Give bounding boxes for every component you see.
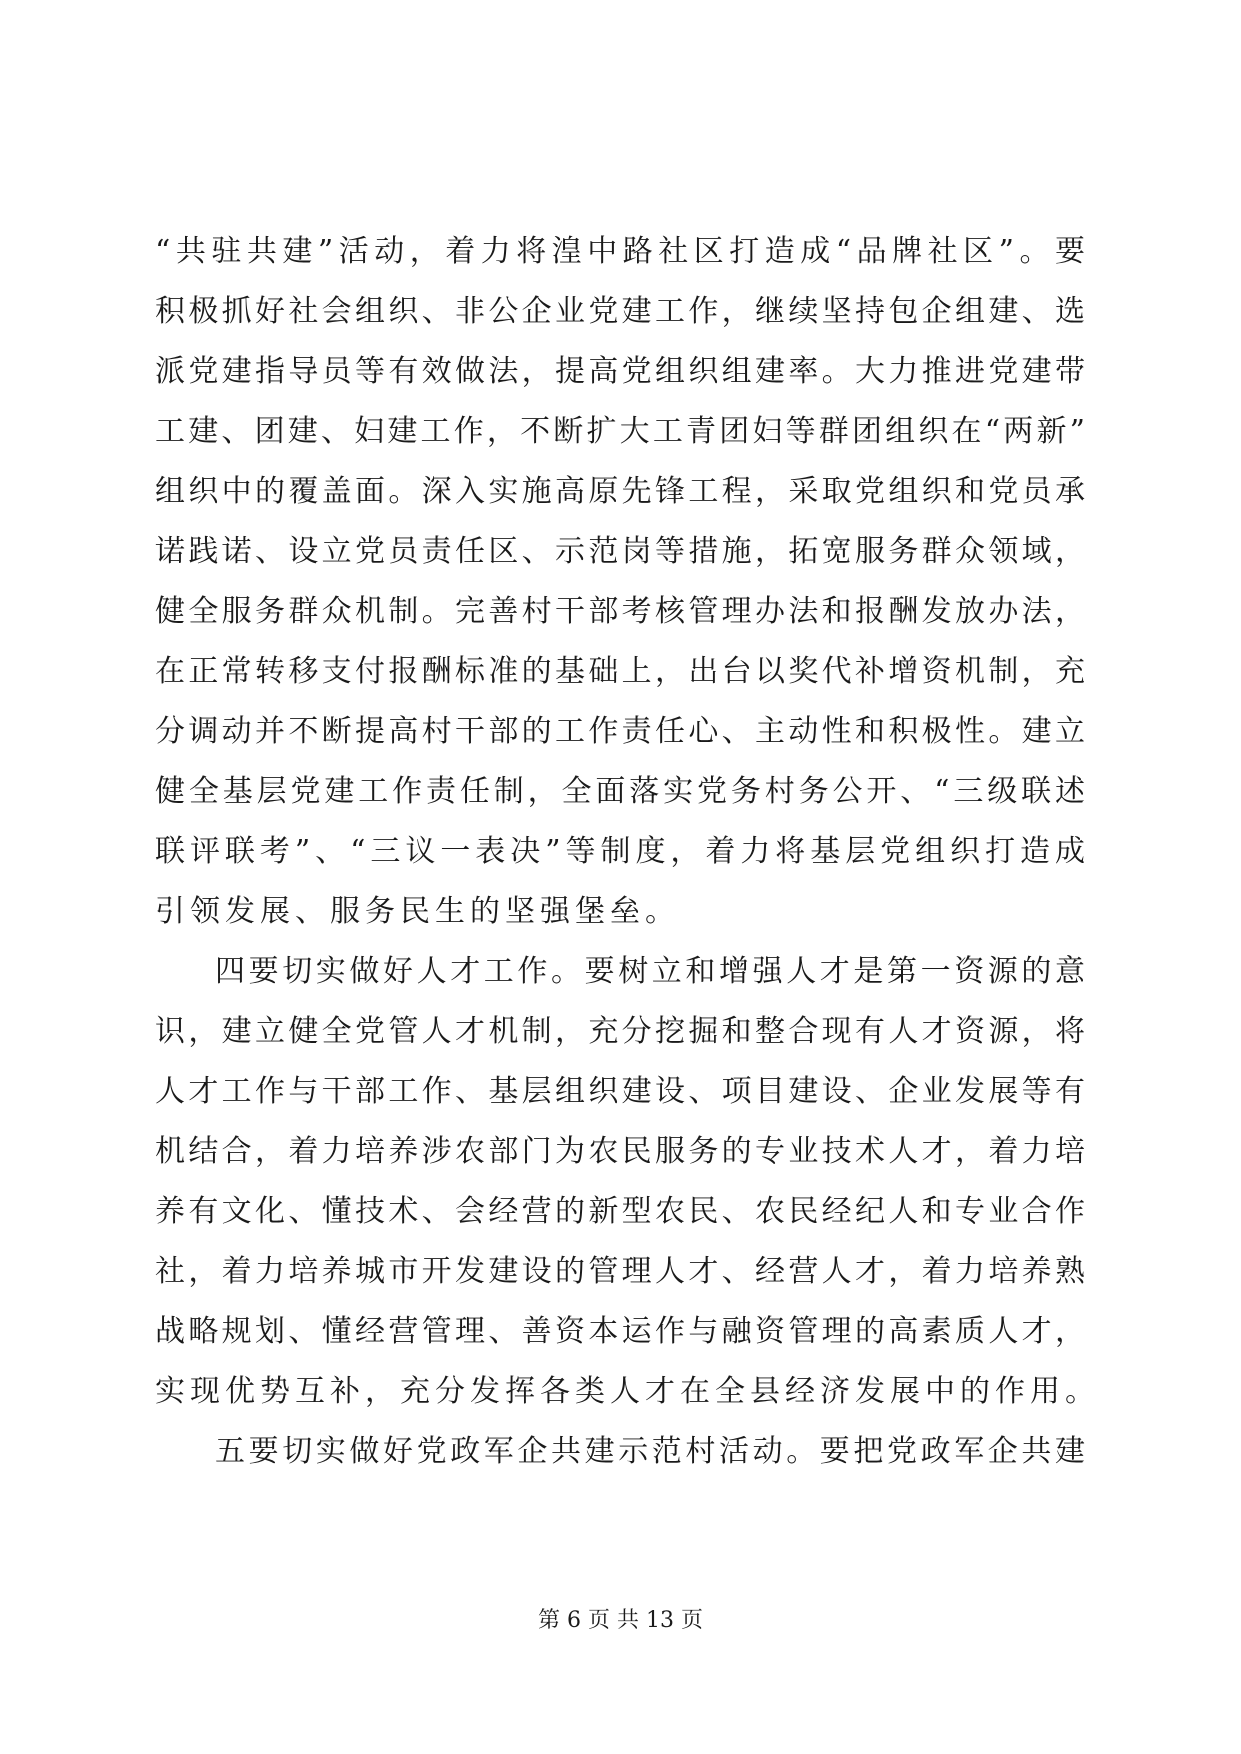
text-line: 工建、团建、妇建工作，不断扩大工青团妇等群团组织在“两新”: [155, 414, 1085, 449]
page-number-footer: 第 6 页 共 13 页: [538, 1608, 703, 1633]
text-line: 五要切实做好党政军企共建示范村活动。要把党政军企共建: [215, 1434, 1085, 1469]
text-line: 派党建指导员等有效做法，提高党组织组建率。大力推进党建带: [155, 354, 1085, 389]
text-line: 健全基层党建工作责任制，全面落实党务村务公开、“三级联述: [155, 774, 1085, 809]
text-line: 分调动并不断提高村干部的工作责任心、主动性和积极性。建立: [155, 714, 1085, 749]
paragraph-3: [155, 1422, 1085, 1482]
text-line: 实现优势互补，充分发挥各类人才在全县经济发展中的作用。: [155, 1374, 1100, 1409]
paragraph-2: [155, 942, 1100, 1422]
text-line: 战略规划、懂经营管理、善资本运作与融资管理的高素质人才，: [155, 1314, 1085, 1349]
text-line: 组织中的覆盖面。深入实施高原先锋工程，采取党组织和党员承: [155, 474, 1085, 509]
text-line: 机结合，着力培养涉农部门为农民服务的专业技术人才，着力培: [155, 1134, 1085, 1169]
text-line: 引领发展、服务民生的坚强堡垒。: [155, 894, 680, 929]
document-body: [155, 222, 1100, 1482]
text-line: 识，建立健全党管人才机制，充分挖掘和整合现有人才资源，将: [155, 1014, 1085, 1049]
text-line: 健全服务群众机制。完善村干部考核管理办法和报酬发放办法，: [155, 594, 1085, 629]
text-line: 诺践诺、设立党员责任区、示范岗等措施，拓宽服务群众领域，: [155, 534, 1085, 569]
text-line: 人才工作与干部工作、基层组织建设、项目建设、企业发展等有: [155, 1074, 1085, 1109]
text-line: “共驻共建”活动，着力将湟中路社区打造成“品牌社区”。要: [155, 234, 1085, 269]
text-line: 社，着力培养城市开发建设的管理人才、经营人才，着力培养熟: [155, 1254, 1085, 1289]
text-line: 积极抓好社会组织、非公企业党建工作，继续坚持包企组建、选: [155, 294, 1085, 329]
text-line: 在正常转移支付报酬标准的基础上，出台以奖代补增资机制，充: [155, 654, 1085, 689]
text-line: 四要切实做好人才工作。要树立和增强人才是第一资源的意: [215, 954, 1085, 989]
text-line: 联评联考”、“三议一表决”等制度，着力将基层党组织打造成: [155, 834, 1085, 869]
text-line: 养有文化、懂技术、会经营的新型农民、农民经纪人和专业合作: [155, 1194, 1085, 1229]
paragraph-1: [155, 222, 1085, 942]
